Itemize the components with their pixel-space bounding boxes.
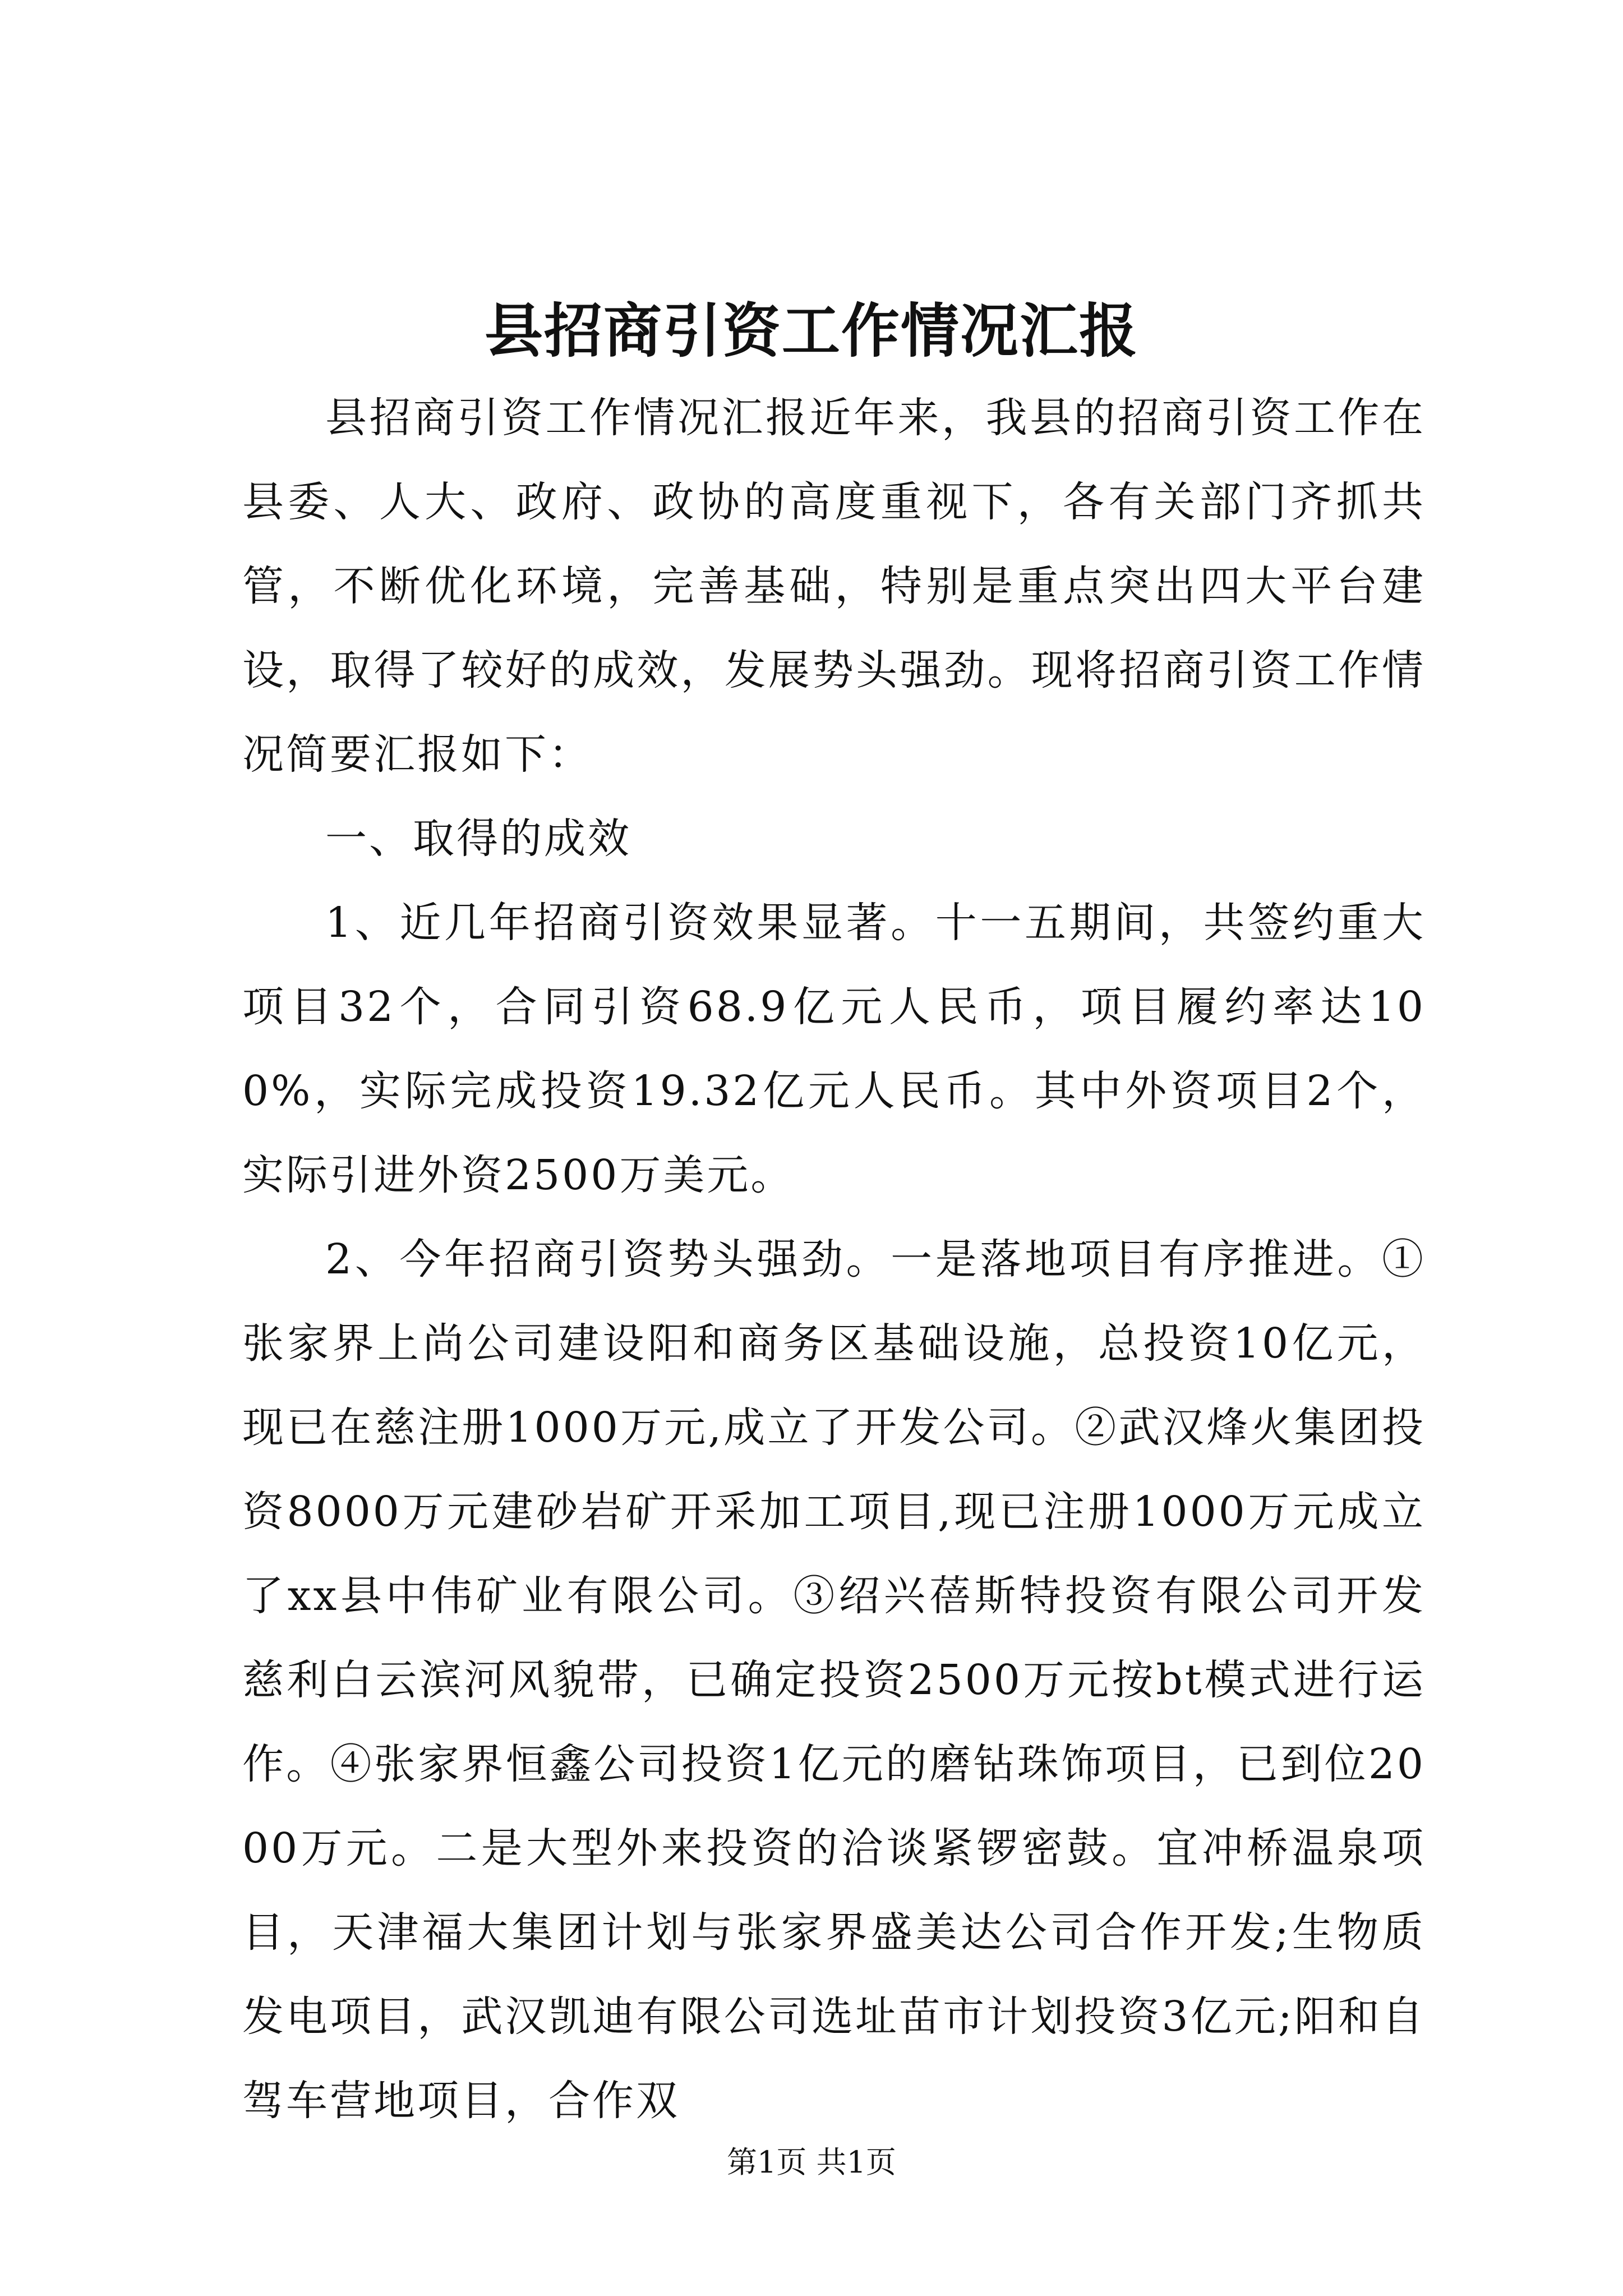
paragraph-intro: 县招商引资工作情况汇报近年来，我县的招商引资工作在县委、人大、政府、政协的高度重视下，各有关部门齐抓共管，不断优化环境，完善基础，特别是重点突出四大平台建设，取得了较好的成效，发展势头强劲。现将招商引资工作情况简要汇报如下： (242, 394, 1426, 779)
document-title: 县招商引资工作情况汇报 (484, 296, 1138, 365)
page-footer: 第1页 共1页 (727, 2145, 896, 2180)
paragraph-item-2: 2、今年招商引资势头强劲。一是落地项目有序推进。①张家界上尚公司建设阳和商务区基础设施，总投资10亿元，现已在慈注册1000万元,成立了开发公司。②武汉烽火集团投资8000万元建砂岩矿开采加工项目,现已注册1000万元成立了xx县中伟矿业有限公司。③绍兴蓓斯特投资有限公司开发慈利白云滨河风貌带，已确定投资2500万元按bt模式进行运作。④张家界恒鑫公司投资1亿元的磨钻珠饰项目，已到位2000万元。二是大型外来投资的洽谈紧锣密鼓。宜冲桥温泉项目，天津福大集团计划与张家界盛美达公司合作开发;生物质发电项目，武汉凯迪有限公司选址苗市计划投资3亿元;阳和自驾车营地项目，合作双 (242, 1235, 1426, 2125)
paragraph-item-1: 1、近几年招商引资效果显著。十一五期间，共签约重大项目32个，合同引资68.9亿元人民币，项目履约率达100%，实际完成投资19.32亿元人民币。其中外资项目2个，实际引进外资2500万美元。 (242, 899, 1426, 1199)
document-body (242, 376, 1426, 2143)
section-heading-achievements: 一、取得的成效 (325, 815, 631, 863)
